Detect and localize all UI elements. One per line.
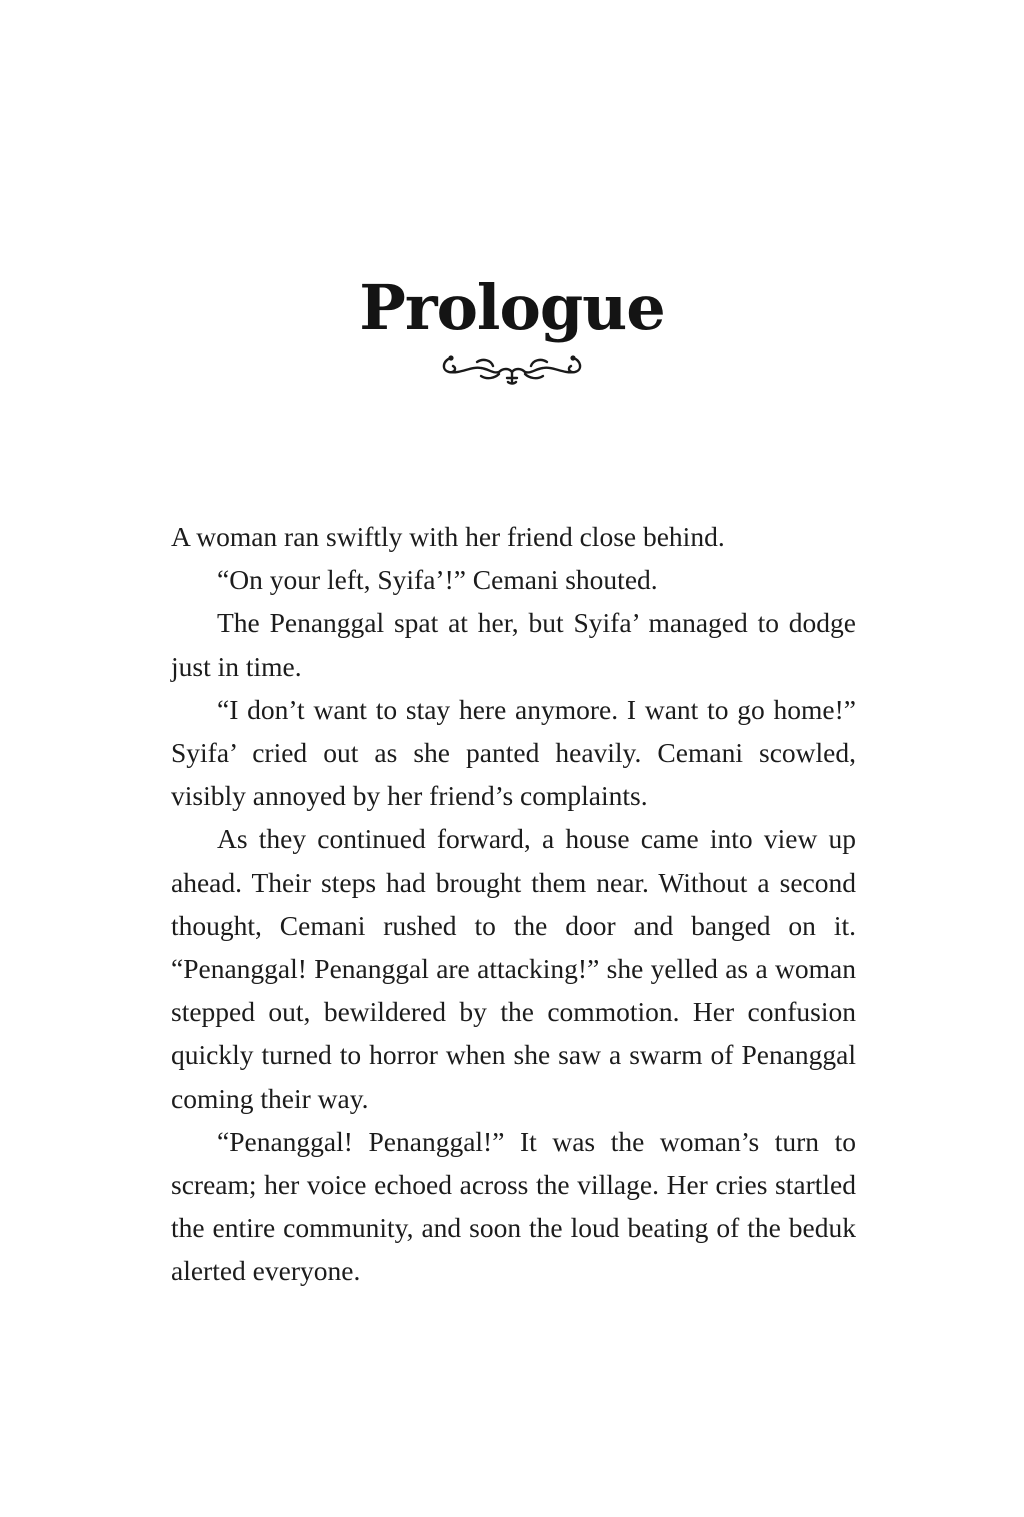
flourish-divider-icon bbox=[437, 350, 587, 390]
paragraph: “On your left, Syifa’!” Cemani shouted. bbox=[217, 564, 658, 596]
chapter-title: Prologue bbox=[359, 271, 665, 344]
paragraph: As they continued forward, a house came into view up ahead. Their steps had brought them near. Without a second thought, Cemani rushed to the door and banged on it. “Penanggal! Penanggal are attacking!” she yelled as a woman stepped out, bewildered by the commotion. Her confusion quickly turned to horror when she saw a swarm of Penanggal coming their way. bbox=[171, 823, 856, 1114]
paragraph: “I don’t want to stay here anymore. I want to go home!” Syifa’ cried out as she panted heavily. Cemani scowled, visibly annoyed by her friend’s complaints. bbox=[171, 693, 856, 812]
paragraph: “Penanggal! Penanggal!” It was the woman’s turn to scream; her voice echoed across the village. Her cries startled the entire community, and soon the loud beating of the beduk alerted everyone. bbox=[171, 1125, 856, 1287]
paragraph: The Penanggal spat at her, but Syifa’ managed to dodge just in time. bbox=[171, 607, 856, 682]
paragraph: A woman ran swiftly with her friend close behind. bbox=[171, 521, 725, 552]
prose-body bbox=[171, 515, 856, 1293]
